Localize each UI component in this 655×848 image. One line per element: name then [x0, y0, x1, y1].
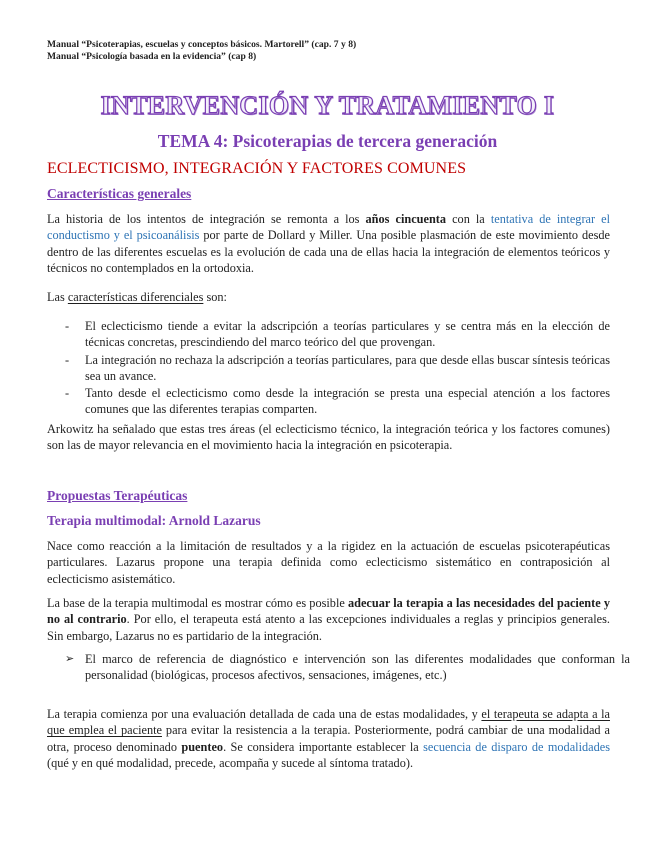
heading-terapia-multimodal: Terapia multimodal: Arnold Lazarus [47, 513, 261, 528]
paragraph-nace-como-reaccion: Nace como reacción a la limitación de resultados y a la rigidez en la actuación de escuelas psicoterapéuticas particulares. Lazarus propone una terapia definida como eclecticismo sistemático en contraposición al eclecticismo asistemático. [47, 539, 610, 586]
list-item: - El eclecticismo tiende a evitar la adscripción a teorías particulares y se centra más en la elección de técnicas concretas, prescindiendo del marco teórico del que provengan. [65, 319, 610, 350]
caracteristicas-list [65, 318, 610, 419]
paragraph-caracteristicas-intro: Las características diferenciales son: [47, 290, 227, 304]
paragraph-arkowitz: Arkowitz ha señalado que estas tres áreas (el eclecticismo técnico, la integración teórica y los factores comunes) son las de mayor relevancia en el movimiento hacia la integración en psicoterapia. [47, 422, 610, 453]
section-heading: ECLECTICISMO, INTEGRACIÓN Y FACTORES COMUNES [47, 160, 467, 177]
source-reference-1: Manual “Psicoterapias, escuelas y conceptos básicos. Martorell” (cap. 7 y 8) [47, 39, 357, 50]
topic-subtitle: TEMA 4: Psicoterapias de tercera generación [157, 131, 498, 151]
source-references [47, 39, 356, 63]
list-item: - Tanto desde el eclecticismo como desde la integración se presta una especial atención a los factores comunes que las diferentes terapias comparten. [65, 386, 610, 417]
paragraph-terapia-comienza: La terapia comienza por una evaluación detallada de cada una de estas modalidades, y el terapeuta se adapta a la que emplea el paciente para evitar la resistencia a la terapia. Posteriormente, podrá cambiar de una modalidad a otra, proceso denominado puenteo. Se considera importante establecer la secuencia de disparo de modalidades (qué y en qué modalidad, precede, acompaña y sucede al síntoma tratado). [47, 707, 610, 770]
list-item: - La integración no rechaza la adscripción a teorías particulares, para que desde ellas buscar síntesis teóricas sea un avance. [65, 352, 610, 383]
paragraph-base-terapia: La base de la terapia multimodal es mostrar cómo es posible adecuar la terapia a las necesidades del paciente y no al contrario. Por ello, el terapeuta está atento a las excepciones individuales a reglas y principios generales. Sin embargo, Lazarus no es partidario de la integración. [47, 596, 610, 643]
source-reference-2: Manual “Psicología basada en la evidencia” (cap 8) [47, 51, 257, 62]
page-title: INTERVENCIÓN Y TRATAMIENTO I [100, 91, 555, 120]
arrow-item-marco-referencia: ➢ El marco de referencia de diagnóstico e intervención son las diferentes modalidades que conforman la personalidad (biológicas, procesos afectivos, sensaciones, imágenes, etc.) [65, 652, 630, 683]
arrow-bullet-icon: ➢ [65, 653, 75, 665]
heading-caracteristicas-generales: Características generales [47, 186, 192, 201]
heading-propuestas-terapeuticas: Propuestas Terapéuticas [47, 488, 188, 503]
paragraph-historia: La historia de los intentos de integración se remonta a los años cincuenta con la tentativa de integrar el conductismo y el psicoanálisis por parte de Dollard y Miller. Una posible plasmación de este movimiento desde dentro de las diferentes escuelas es la evolución de cada una de ellas hacia la integración de elementos teóricos y técnicos no contemplados en la ortodoxia. [47, 212, 611, 275]
